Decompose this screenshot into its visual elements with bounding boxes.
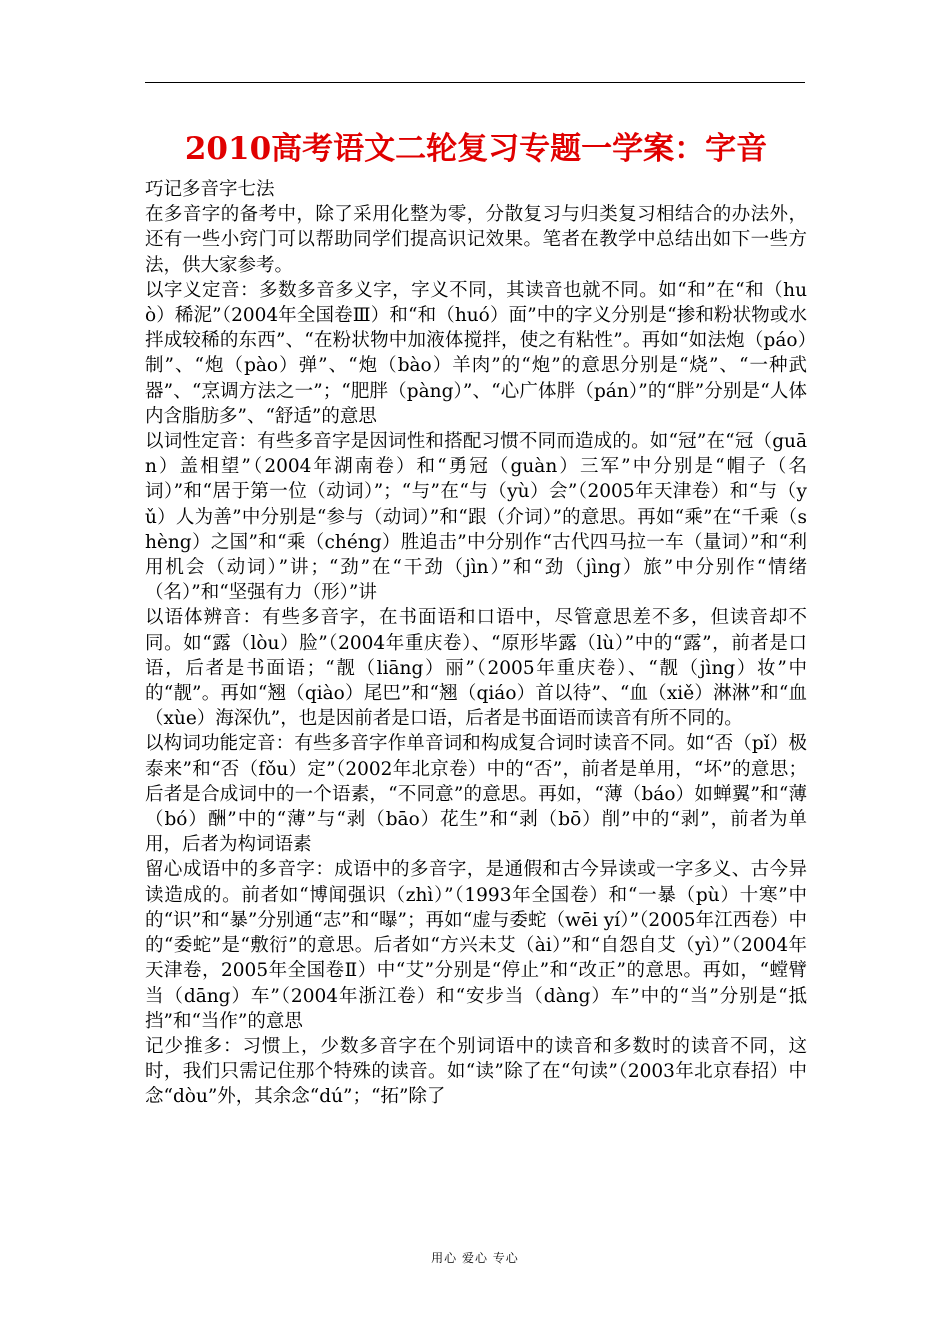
paragraph: 以字义定音：多数多音多义字，字义不同，其读音也就不同。如“和”在“和（huò）稀泥”（2004年全国卷Ⅲ）和“和（huó）面”中的字义分别是“掺和粉状物或水拌成较稀的东西”、“在粉状物中加液体搅拌，使之有粘性”。再如“如法炮（páo）制”、“炮（pào）弹”、“炮（bào）羊肉”的“炮”的意思分别是“烧”、“一种武器”、“烹调方法之一”；“肥胖（pàng）”、“心广体胖（pán）”的“胖”分别是“人体内含脂肪多”、“舒适”的意思 [145, 279, 807, 427]
page-title: 2010高考语文二轮复习专题一学案：字音 [184, 131, 768, 167]
article-text [145, 177, 807, 1110]
paragraph: 在多音字的备考中，除了采用化整为零，分散复习与归类复习相结合的办法外，还有一些小窍门可以帮助同学们提高识记效果。笔者在教学中总结出如下一些方法，供大家参考。 [145, 204, 807, 276]
paragraph: 记少推多：习惯上，少数多音字在个别词语中的读音和多数时的读音不同，这时，我们只需记住那个特殊的读音。如“读”除了在“句读”（2003年北京春招）中念“dòu”外，其余念“dú”；“拓”除了 [145, 1035, 807, 1108]
document-body [145, 127, 807, 1110]
page-footer: 用心 爱心 专心 [431, 1251, 519, 1265]
paragraph: 留心成语中的多音字：成语中的多音字，是通假和古今异读或一字多义、古今异读造成的。前者如“博闻强识（zhì）”（1993年全国卷）和“一暴（pù）十寒”中的“识”和“暴”分别通“志”和“曝”；再如“虚与委蛇（wēi yí）”（2005年江西卷）中的“委蛇”是“敷衍”的意思。后者如“方兴未艾（ài）”和“自怨自艾（yì）”（2004年天津卷，2005年全国卷Ⅱ）中“艾”分别是“停止”和“改正”的意思。再如，“螳臂当（dāng）车”（2004年浙江卷）和“安步当（dàng）车”中的“当”分别是“抵挡”和“当作”的意思 [145, 859, 807, 1032]
paragraph: 以构词功能定音：有些多音字作单音词和构成复合词时读音不同。如“否（pǐ）极泰来”和“否（fǒu）定”（2002年北京卷）中的“否”，前者是单用，“坏”的意思；后者是合成词中的一个语素，“不同意”的意思。再如，“薄（báo）如蝉翼”和“薄（bó）酬”中的“薄”与“剥（bāo）花生”和“剥（bō）削”中的“剥”，前者为单用，后者为构词语素 [145, 733, 807, 856]
paragraph: 以语体辨音：有些多音字，在书面语和口语中，尽管意思差不多，但读音却不同。如“露（lòu）脸”（2004年重庆卷）、“原形毕露（lù）”中的“露”，前者是口语，后者是书面语；“靓（liāng）丽”（2005年重庆卷）、“靓（jìng）妆”中的“靓”。再如“翘（qiào）尾巴”和“翘（qiáo）首以待”、“血（xiě）淋淋”和“血（xùe）海深仇”，也是因前者是口语，后者是书面语而读音有所不同的。 [145, 607, 807, 730]
header-rule [145, 82, 805, 83]
section-heading: 巧记多音字七法 [145, 179, 275, 200]
paragraph: 以词性定音：有些多音字是因词性和搭配习惯不同而造成的。如“冠”在“冠（guān）盖相望”（2004年湖南卷）和“勇冠（guàn）三军”中分别是“帽子（名词）”和“居于第一位（动词）”；“与”在“与（yù）会”（2005年天津卷）和“与（yǔ）人为善”中分别是“参与（动词）”和“跟（介词）”的意思。再如“乘”在“千乘（shèng）之国”和“乘（chéng）胜追击”中分别作“古代四马拉一车（量词）”和“利用机会（动词）”讲；“劲”在“干劲（jìn）”和“劲（jìng）旅”中分别作“情绪（名）”和“坚强有力（形）”讲 [145, 431, 807, 604]
